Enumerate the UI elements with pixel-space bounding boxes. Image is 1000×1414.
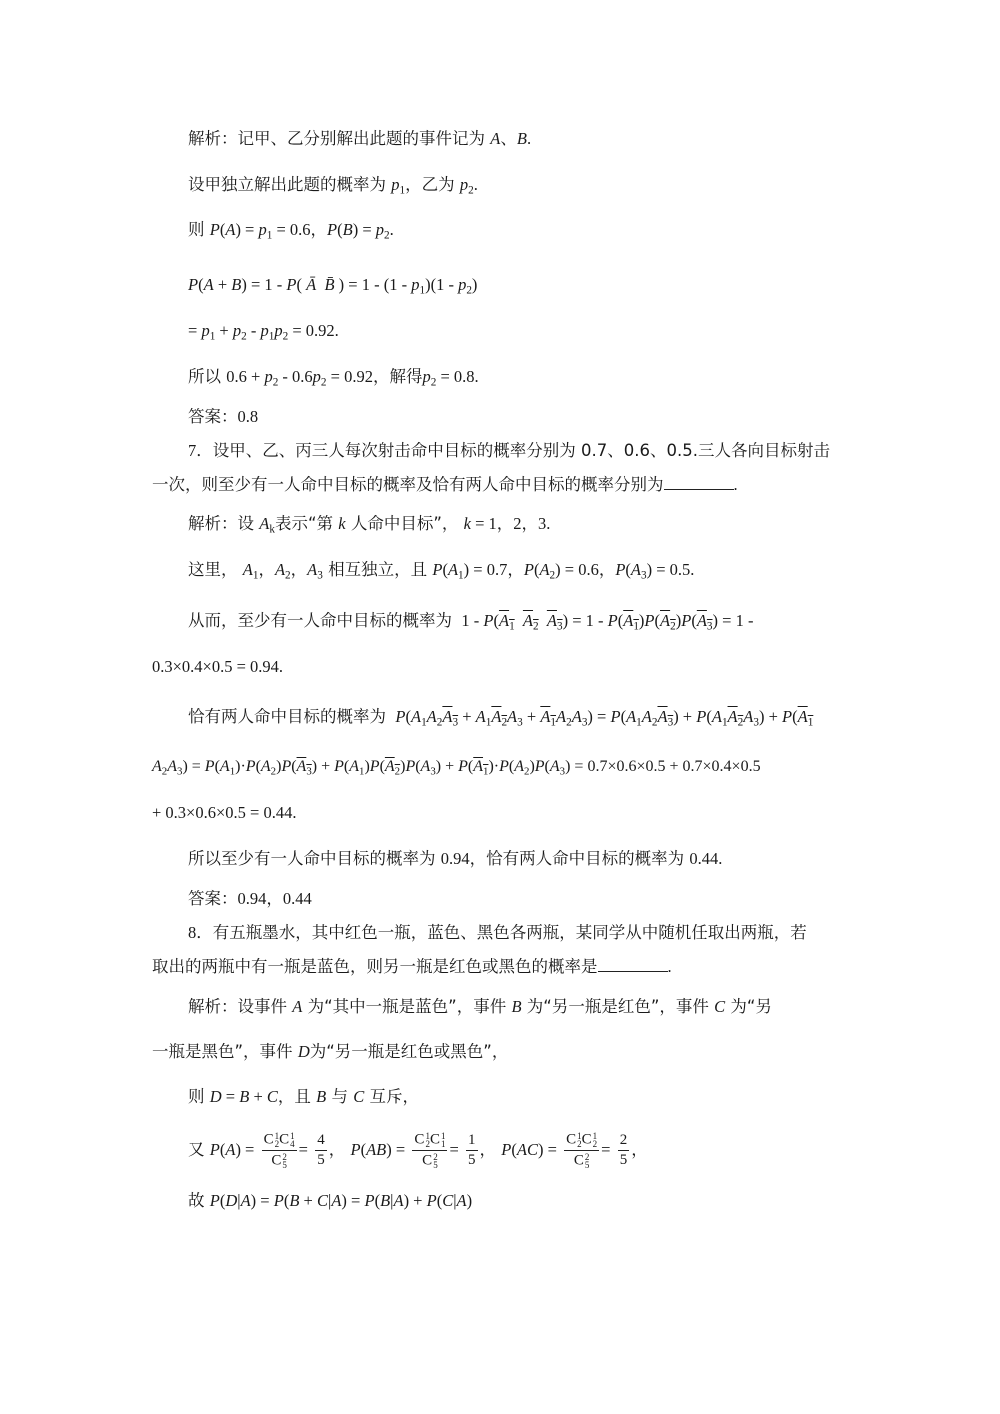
fraction-pab: C 1 2 C 1 1 C 2 5	[414, 1130, 446, 1171]
fraction-result: $\frac{4}{5}$	[317, 1132, 325, 1168]
solution-text: ，且	[277, 1087, 311, 1106]
solution-text: 互斥，	[369, 1087, 420, 1106]
answer-blank	[664, 475, 734, 490]
formula-line: 0.3×0.4×0.5 = 0.94.	[152, 657, 284, 676]
question-text: 有五瓶墨水，其中红色一瓶，蓝色、黑色各两瓶，某同学从中随机任取出两瓶，若	[212, 923, 807, 942]
answer-line	[188, 888, 312, 910]
question-number: 7．	[188, 441, 213, 460]
question-number: 8．	[188, 923, 213, 942]
solution-text: 一瓶是黑色”，事件	[152, 1042, 293, 1061]
fraction-pa: C 1 2 C 1 4 C 2 5	[263, 1130, 295, 1171]
solution-text: 为“另	[730, 997, 772, 1016]
solution-text: ，解得	[372, 367, 423, 386]
probability-formulas: 又 P(A) = C 1 2 C 1 4 C 2 5 = $\frac{4}{5}$ ， P(AB) = C 1 2 C 1 1 C 2 5 = $\frac{1}{5}$ ， P(AC) = C 1 2 C 1 2 C 2 5 = $\frac{2}{5}$ ，	[188, 1130, 648, 1171]
question-text: 一次，则至少有一人命中目标的概率及恰有两人命中目标的概率分别为	[152, 475, 664, 494]
question-7-stem	[188, 440, 830, 462]
answer-value: 0.8	[237, 407, 259, 426]
question-text: 设甲、乙、丙三人每次射击命中目标的概率分别为 0.7、0.6、0.5.三人各向目标射击	[212, 441, 830, 460]
solution-line: 一瓶是黑色”，事件 D为“另一瓶是红色或黑色”，	[152, 1042, 509, 1061]
formula-line: + 0.3×0.6×0.5 = 0.44.	[152, 803, 297, 822]
solution-text: 又	[188, 1140, 205, 1159]
solution-line: 所以 $0.6 + p_2 - 0.6p_2 = 0.92$，解得$p_2 = 0.8$.	[188, 367, 479, 389]
solution-text: 解析：设事件	[188, 997, 287, 1016]
solution-text: 表示“第	[274, 514, 334, 533]
solution-text: 与	[331, 1087, 348, 1106]
solution-text: ，恰有两人命中目标的概率为	[469, 849, 685, 868]
question-8-stem	[188, 922, 807, 944]
question-7-stem: 一次，则至少有一人命中目标的概率及恰有两人命中目标的概率分别为 .	[152, 475, 738, 494]
solution-text: 解析：记甲、乙分别解出此题的事件记为	[188, 129, 485, 148]
solution-value: 0.44.	[689, 849, 723, 868]
solution-text: 从而，至少有一人命中目标的概率为	[188, 611, 452, 630]
solution-text: 设甲独立解出此题的概率为	[188, 175, 386, 194]
fraction-result: $\frac{1}{5}$	[468, 1132, 476, 1168]
answer-blank	[598, 957, 668, 972]
solution-line: 则 D = B + C，且 B 与 C 互斥，	[188, 1087, 420, 1106]
solution-line: 这里， $A_1$，$A_2$，$A_3$ 相互独立，且 $P(A_1) = 0.7$，$P(A_2) = 0.6$，$P(A_3) = 0.5$.	[188, 560, 695, 582]
solution-text: 人命中目标”，	[350, 514, 459, 533]
solution-text: 这里，	[188, 560, 238, 579]
answer-line	[188, 406, 258, 428]
solution-text: 为“其中一瓶是蓝色”，事件	[307, 997, 507, 1016]
solution-text: ，乙为	[405, 175, 455, 194]
solution-text: 为“另一瓶是红色”，事件	[526, 997, 709, 1016]
solution-line: 解析：设事件 A 为“其中一瓶是蓝色”，事件 B 为“另一瓶是红色”，事件 C 为“另	[188, 997, 772, 1016]
solution-text: 为“另一瓶是红色或黑色”，	[309, 1042, 509, 1061]
answer-label: 答案：	[188, 889, 238, 908]
solution-line: 从而，至少有一人命中目标的概率为 $1 - P(A_1$ $A_2$ $A_3) = 1 - P(A_1)P(A_2)P(A_3) = 1$ -	[188, 611, 754, 633]
formula-line: $A_2A_3) = P(A_1)\cdot P(A_2)P(A_3) + P(A_1)P(A_2)P(A_3) + P(A_1)\cdot P(A_2)P(A_3) = 0.7\times 0.6\times 0.5 + 0.7\times 0.4\times 0.5$	[152, 758, 761, 778]
solution-text: 则	[188, 220, 205, 239]
solution-line: 恰有两人命中目标的概率为 $P(A_1A_2A_3 + A_1A_2A_3 + A_1A_2A_3) = P(A_1A_2A_3) + P(A_1A_2A_3) + P(A_1$	[188, 707, 814, 729]
solution-text: 恰有两人命中目标的概率为	[188, 707, 386, 726]
formula-line: P(A + B) = 1 - P( Ā B̄ ) = $1 - (1 - p_1)(1 - p_2)$	[188, 275, 478, 297]
question-8-stem: 取出的两瓶中有一瓶是蓝色，则另一瓶是红色或黑色的概率是 .	[152, 957, 672, 976]
solution-text: 故	[188, 1191, 205, 1210]
solution-value: 0.94	[440, 849, 470, 868]
solution-line: 设甲独立解出此题的概率为 $p_1$，乙为 $p_2$.	[188, 175, 478, 197]
solution-text: 解析：设	[188, 514, 254, 533]
solution-line: 解析：记甲、乙分别解出此题的事件记为 A、B.	[188, 129, 532, 148]
formula-line: = $p_1 + p_2 - p_1p_2 = 0.92$.	[188, 321, 339, 343]
solution-text: 相互独立，且	[328, 560, 428, 579]
fraction-pac: C 1 2 C 1 2 C 2 5	[566, 1130, 598, 1171]
solution-line: 解析：设 $A_k$表示“第 k 人命中目标”， k = 1，2，3.	[188, 514, 551, 536]
answer-value: 0.94，0.44	[237, 889, 312, 908]
solution-text: 所以	[188, 367, 221, 386]
solution-text: 所以至少有一人命中目标的概率为	[188, 849, 436, 868]
question-text: 取出的两瓶中有一瓶是蓝色，则另一瓶是红色或黑色的概率是	[152, 957, 598, 976]
solution-line: 故 P(D|A) = P(B + C|A) = P(B|A) + P(C|A)	[188, 1191, 473, 1210]
solution-line: 则 $P(A) = p_1 = 0.6$，$P(B) = p_2$.	[188, 220, 394, 242]
answer-label: 答案：	[188, 407, 238, 426]
fraction-result: $\frac{2}{5}$	[619, 1132, 628, 1168]
solution-line	[188, 848, 722, 870]
solution-text: 则	[188, 1087, 205, 1106]
